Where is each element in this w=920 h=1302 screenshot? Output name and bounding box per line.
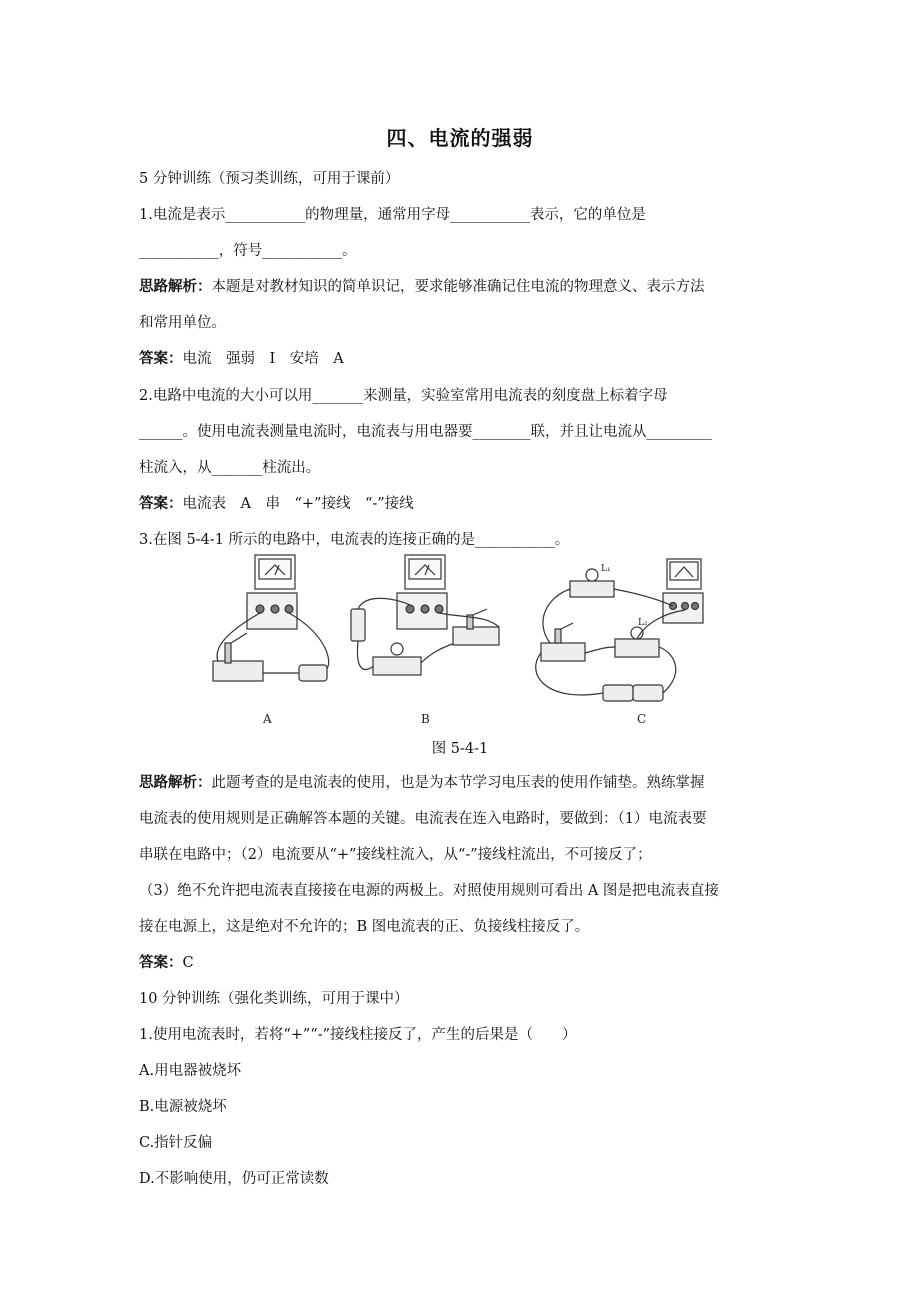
analysis-label: 思路解析： [139, 775, 212, 791]
answer-3 [139, 953, 789, 973]
circuit-c [536, 559, 703, 701]
option-c: C.指针反偏 [139, 1135, 213, 1151]
question-2-line-2: ______。使用电流表测量电流时，电流表与用电器要________联，并且让电流从_________ [139, 424, 712, 440]
page-title: 四、电流的强弱 [386, 126, 534, 150]
answer-label: 答案： [139, 955, 183, 971]
answer-text: 电流 强弱 I 安培 A [182, 351, 344, 367]
bulb-label-l2: L₂ [638, 618, 648, 628]
answer-text: C [182, 955, 194, 971]
option-b: B.电源被烧坏 [139, 1099, 227, 1115]
section2-question-1: 1.使用电流表时，若将“+”“-”接线柱接反了，产生的后果是（ ） [139, 1027, 577, 1043]
answer-label: 答案： [139, 496, 183, 512]
question-1-line-1: 1.电流是表示___________的物理量，通常用字母___________表示，它的单位是 [139, 207, 646, 223]
question-3-line-1: 3.在图 5-4-1 所示的电路中，电流表的连接正确的是___________。 [139, 532, 570, 548]
answer-2 [139, 494, 789, 514]
analysis-1-line-1 [139, 277, 789, 297]
answer-1 [139, 349, 789, 369]
analysis-text: 本题是对教材知识的简单识记，要求能够准确记住电流的物理意义、表示方法 [211, 279, 705, 295]
figure-caption: 图 5-4-1 [431, 741, 489, 757]
circuit-figure [205, 553, 705, 735]
analysis-label: 思路解析： [139, 279, 212, 295]
figure-label-b: B [421, 712, 430, 726]
analysis-3-line-5: 接在电源上，这是绝对不允许的；B 图电流表的正、负接线柱接反了。 [139, 919, 590, 935]
question-2-line-1: 2.电路中电流的大小可以用_______来测量，实验室常用电流表的刻度盘上标着字母 [139, 388, 668, 404]
analysis-3-line-1 [139, 773, 789, 793]
section-heading-5min: 5 分钟训练（预习类训练，可用于课前） [139, 171, 400, 187]
question-1-line-2: ___________，符号___________。 [139, 243, 357, 259]
analysis-1-line-2: 和常用单位。 [139, 315, 226, 331]
analysis-3-line-4: （3）绝不允许把电流表直接接在电源的两极上。对照使用规则可看出 A 图是把电流表直接 [139, 883, 719, 899]
answer-text: 电流表 A 串 “+”接线 “-”接线 [182, 496, 414, 512]
section-heading-10min: 10 分钟训练（强化类训练，可用于课中） [139, 991, 409, 1007]
question-2-line-3: 柱流入，从_______柱流出。 [139, 460, 321, 476]
answer-label: 答案： [139, 351, 183, 367]
analysis-text: 此题考查的是电流表的使用，也是为本节学习电压表的使用作铺垫。熟练掌握 [211, 775, 705, 791]
circuit-a [213, 555, 329, 681]
figure-label-a: A [263, 712, 272, 726]
option-a: A.用电器被烧坏 [139, 1063, 242, 1079]
analysis-3-line-2: 电流表的使用规则是正确解答本题的关键。电流表在连入电路时，要做到：（1）电流表要 [139, 811, 707, 827]
figure-label-c: C [637, 712, 647, 726]
option-d: D.不影响使用，仍可正常读数 [139, 1171, 329, 1187]
circuit-b [351, 555, 499, 675]
bulb-label-l1: L₁ [601, 564, 611, 574]
analysis-3-line-3: 串联在电路中；（2）电流要从“+”接线柱流入，从“-”接线柱流出，不可接反了； [139, 847, 652, 863]
